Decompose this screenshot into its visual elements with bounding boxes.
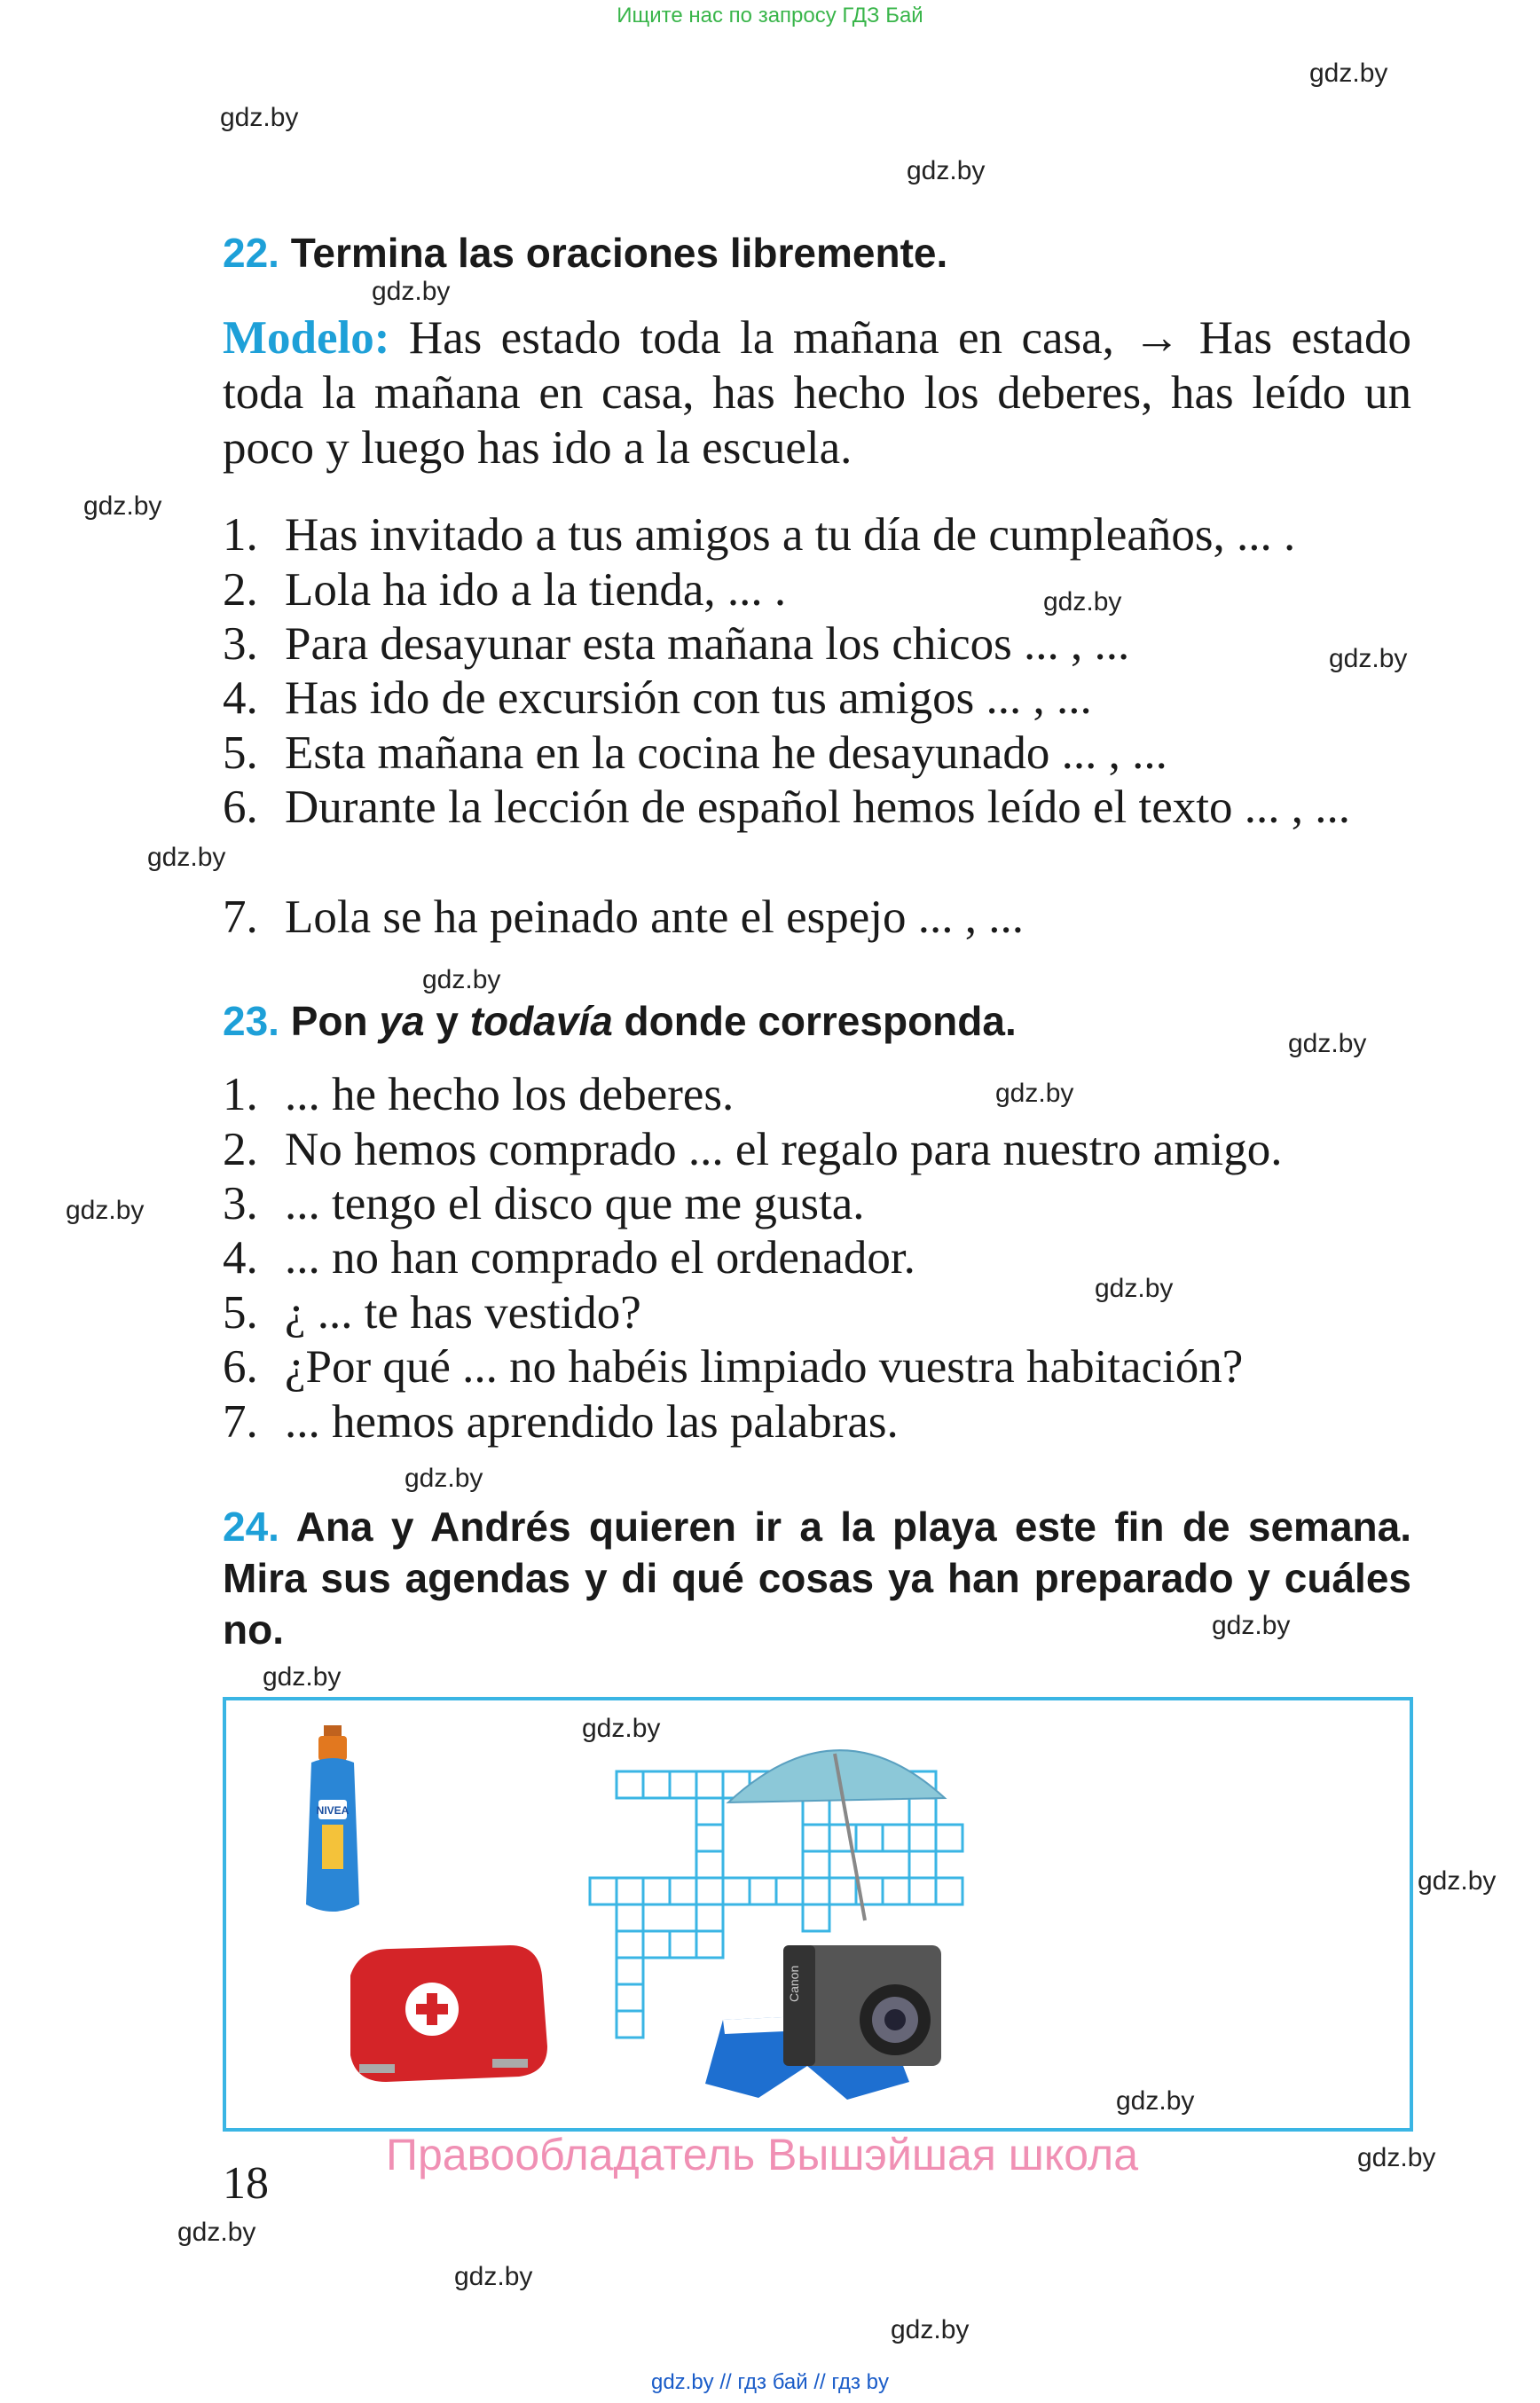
list-item: 5. ¿ ... te has vestido?	[223, 1287, 641, 1339]
exercise-number: 23.	[223, 998, 279, 1044]
watermark: gdz.by	[422, 965, 501, 994]
crossword-cell	[617, 1931, 643, 1958]
list-item: 6. ¿Por qué ... no habéis limpiado vuestra habitación?	[223, 1341, 1244, 1393]
crossword-cell	[696, 1851, 723, 1878]
crossword-cell	[856, 1825, 883, 1851]
crossword-cell	[670, 1878, 696, 1904]
crossword-cell	[909, 1825, 936, 1851]
watermark: gdz.by	[995, 1079, 1074, 1108]
illustration	[226, 1700, 1410, 2128]
watermark: gdz.by	[177, 2218, 256, 2247]
sunscreen-brand: NIVEA	[316, 1804, 350, 1817]
list-item: 2. Lola ha ido a la tienda, ... .	[223, 564, 787, 616]
list-item: 1. Has invitado a tus amigos a tu día de cumpleaños, ... .	[223, 509, 1296, 561]
crossword-cell	[803, 1798, 829, 1825]
crossword-cell	[696, 1798, 723, 1825]
crossword-cell	[909, 1798, 936, 1825]
crossword-cell	[803, 1878, 829, 1904]
beach-umbrella-icon	[728, 1750, 945, 1920]
exercise-title: Ana y Andrés quieren ir a la playa este fin de semana. Mira sus agendas y di qué cosas ya han preparado y cuáles no.	[223, 1504, 1411, 1653]
watermark: gdz.by	[405, 1464, 483, 1493]
crossword-cell	[696, 1825, 723, 1851]
list-item: 2. No hemos comprado ... el regalo para nuestro amigo.	[223, 1124, 1283, 1175]
first-aid-kit-icon	[350, 1945, 547, 2082]
crossword-cell	[643, 1878, 670, 1904]
crossword-cell	[617, 1984, 643, 2011]
watermark: gdz.by	[1309, 59, 1388, 88]
list-item: 4. ... no han comprado el ordenador.	[223, 1232, 915, 1284]
exercise-23-heading: 23. Pon ya y todavía donde corresponda.	[223, 998, 1017, 1044]
watermark: gdz.by	[1095, 1274, 1174, 1303]
model-text: Has estado toda la mañana en casa, → Has estado toda la mañana en casa, has hecho los deberes, has leído un poco y luego has ido a la escuela.	[223, 312, 1411, 474]
crossword-cell	[776, 1878, 803, 1904]
model-label: Modelo:	[223, 312, 390, 364]
crossword-cell	[883, 1878, 909, 1904]
crossword-cell	[829, 1878, 856, 1904]
keyword-todavia: todavía	[469, 998, 613, 1044]
watermark: gdz.by	[83, 491, 162, 521]
crossword-cell	[696, 1904, 723, 1931]
crossword-cell	[909, 1851, 936, 1878]
exercise-title: Termina las oraciones libremente.	[290, 230, 948, 276]
watermark: gdz.by	[1288, 1029, 1367, 1058]
exercise-number: 24.	[223, 1504, 279, 1550]
keyword-ya: ya	[379, 998, 425, 1044]
list-item: 3. ... tengo el disco que me gusta.	[223, 1178, 865, 1229]
crossword-cell	[696, 1931, 723, 1958]
watermark: gdz.by	[1357, 2143, 1436, 2172]
crossword-cell	[617, 2011, 643, 2038]
watermark: gdz.by	[1418, 1866, 1497, 1896]
watermark: gdz.by	[372, 277, 451, 306]
watermark: gdz.by	[147, 843, 226, 872]
list-item: 7. Lola se ha peinado ante el espejo ... , ...	[223, 891, 1024, 943]
exercise-22-heading	[223, 229, 947, 277]
crossword-cell	[617, 1958, 643, 1984]
watermark: gdz.by	[1116, 2086, 1195, 2116]
list-item: 4. Has ido de excursión con tus amigos ... , ...	[223, 672, 1092, 724]
watermark: gdz.by	[1212, 1611, 1291, 1640]
crossword-cell	[936, 1878, 962, 1904]
watermark: gdz.by	[907, 156, 986, 185]
watermark: gdz.by	[220, 103, 299, 132]
watermark: gdz.by	[454, 2262, 533, 2291]
watermark: gdz.by	[263, 1662, 342, 1692]
model-example	[223, 310, 1411, 475]
list-item: 1. ... he hecho los deberes.	[223, 1069, 735, 1120]
crossword-cell	[803, 1851, 829, 1878]
crossword-cell	[643, 1931, 670, 1958]
watermark: gdz.by	[582, 1714, 661, 1743]
crossword-cell	[750, 1878, 776, 1904]
camera-icon	[783, 1945, 941, 2066]
page-number: 18	[223, 2158, 269, 2209]
crossword-cell	[909, 1878, 936, 1904]
crossword-cell	[723, 1878, 750, 1904]
crossword-cell	[936, 1825, 962, 1851]
crossword-cell	[670, 1771, 696, 1798]
copyright-notice: Правообладатель Вышэйшая школа	[386, 2130, 1138, 2179]
crossword-cell	[670, 1931, 696, 1958]
list-item: 7. ... hemos aprendido las palabras.	[223, 1396, 899, 1448]
exercise-24-heading	[223, 1501, 1411, 1655]
crossword-cell	[803, 1825, 829, 1851]
list-item: 3. Para desayunar esta mañana los chicos ... , ...	[223, 618, 1130, 670]
camera-brand: Canon	[787, 1965, 801, 2002]
crossword-cell	[696, 1878, 723, 1904]
crossword-cell	[617, 1771, 643, 1798]
top-banner[interactable]: Ищите нас по запросу ГДЗ Бай	[617, 4, 923, 27]
watermark: gdz.by	[891, 2315, 970, 2344]
crossword-cell	[617, 1878, 643, 1904]
crossword-cell	[696, 1771, 723, 1798]
crossword-cell	[617, 1904, 643, 1931]
crossword-cell	[590, 1878, 617, 1904]
watermark: gdz.by	[1329, 644, 1408, 673]
crossword-cell	[883, 1825, 909, 1851]
bottom-banner[interactable]: gdz.by // гдз бай // гдз by	[650, 2370, 890, 2394]
crossword-cell	[643, 1771, 670, 1798]
watermark: gdz.by	[66, 1196, 145, 1225]
sunscreen-bottle-icon	[306, 1725, 359, 1912]
list-item: 6. Durante la lección de español hemos leído el texto ... , ...	[223, 781, 1350, 833]
exercise-number: 22.	[223, 230, 279, 276]
crossword-cell	[803, 1904, 829, 1931]
list-item: 5. Esta mañana en la cocina he desayunado ... , ...	[223, 727, 1167, 779]
watermark: gdz.by	[1043, 587, 1122, 616]
